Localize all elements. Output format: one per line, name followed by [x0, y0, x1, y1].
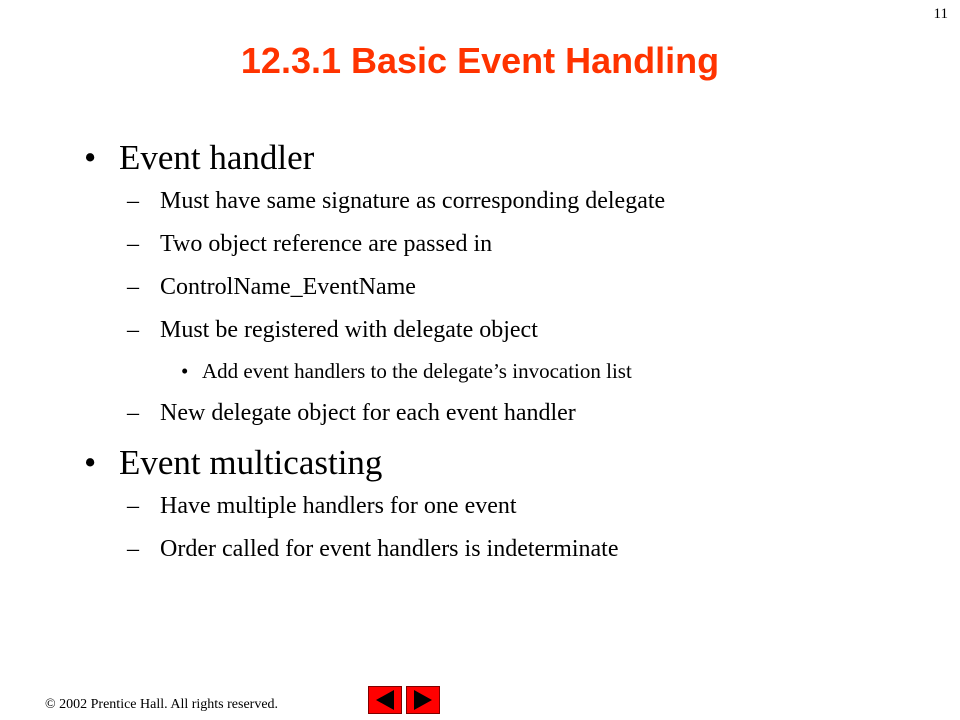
bullet-text: Event handler [119, 138, 315, 177]
sub-bullet-text: Must be registered with delegate object [160, 317, 538, 343]
sub-bullet [0, 186, 960, 216]
sub-sub-bullet-text: Add event handlers to the delegate’s invocation list [202, 359, 632, 383]
dash-marker: – [127, 493, 139, 519]
sub-sub-bullet [0, 358, 960, 384]
sub-bullet [0, 229, 960, 259]
next-slide-button[interactable] [406, 686, 440, 714]
sub-bullet-text: New delegate object for each event handler [160, 400, 576, 426]
sub-bullet [0, 315, 960, 345]
triangle-left-icon [369, 687, 401, 713]
sub-bullet [0, 398, 960, 428]
slide-content [0, 136, 960, 577]
bullet-marker: • [181, 359, 189, 383]
copyright-text: 2002 Prentice Hall. All rights reserved. [59, 697, 279, 712]
bullet-event-multicasting [0, 441, 960, 485]
dash-marker: – [127, 188, 139, 214]
page-number: 11 [933, 6, 948, 22]
sub-bullet [0, 272, 960, 302]
triangle-right-icon [407, 687, 439, 713]
dash-marker: – [127, 536, 139, 562]
previous-slide-button[interactable] [368, 686, 402, 714]
sub-bullet-text: Two object reference are passed in [160, 231, 493, 257]
dash-marker: – [127, 274, 139, 300]
dash-marker: – [127, 317, 139, 343]
sub-bullet-text: ControlName_EventName [160, 274, 416, 300]
dash-marker: – [127, 231, 139, 257]
sub-bullet [0, 491, 960, 521]
copyright-symbol: © [45, 697, 56, 712]
sub-bullet-text: Order called for event handlers is indeterminate [160, 536, 619, 562]
bullet-marker: • [84, 138, 97, 177]
dash-marker: – [127, 400, 139, 426]
sub-bullet [0, 534, 960, 564]
copyright-footer [45, 697, 278, 713]
sub-bullet-text: Must have same signature as corresponding delegate [160, 188, 666, 214]
slide-title: 12.3.1 Basic Event Handling [240, 40, 720, 81]
bullet-text: Event multicasting [119, 443, 383, 482]
bullet-event-handler [0, 136, 960, 180]
bullet-marker: • [84, 443, 97, 482]
sub-bullet-text: Have multiple handlers for one event [160, 493, 517, 519]
